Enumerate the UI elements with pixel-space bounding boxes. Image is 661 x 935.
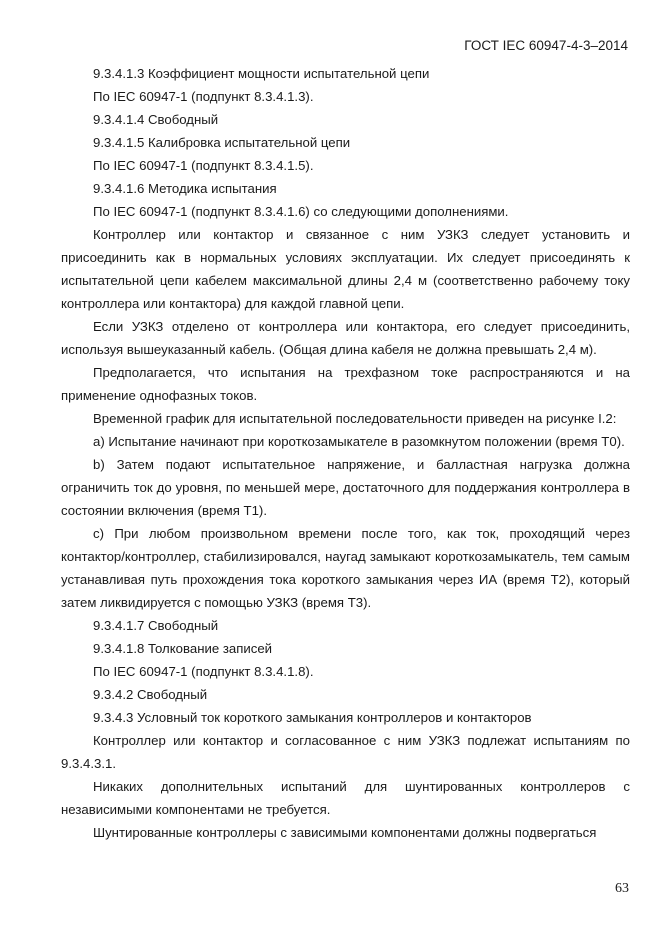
paragraph: b) Затем подают испытательное напряжение, и балластная нагрузка должна ограничить ток до уровня, по меньшей мере, достаточного для поддержания контроллера в состоянии включения (время Т1). [61, 457, 630, 518]
paragraph: 9.3.4.1.6 Методика испытания [93, 181, 277, 196]
paragraph: с) При любом произвольном времени после того, как ток, проходящий через контактор/контроллер, стабилизировался, наугад замыкают короткозамыкатель, тем самым устанавливая путь прохождения тока короткого замыкания через ИА (время Т2), который затем ликвидируется с помощью УЗКЗ (время Т3). [61, 526, 630, 610]
standard-id: ГОСТ IEC 60947-4-3–2014 [464, 38, 628, 53]
paragraph: а) Испытание начинают при короткозамыкателе в разомкнутом положении (время Т0). [93, 434, 625, 449]
paragraph: Контроллер или контактор и согласованное с ним УЗКЗ подлежат испытаниям по 9.3.4.3.1. [61, 733, 630, 771]
paragraph: Контроллер или контактор и связанное с ним УЗКЗ следует установить и присоединить как в нормальных условиях эксплуатации. Их следует присоединять к испытательной цепи кабелем максимальной длины 2,4 м (соответственно рабочему току контроллера или контактора) для каждой главной цепи. [61, 227, 630, 311]
paragraph: 9.3.4.1.3 Коэффициент мощности испытательной цепи [93, 66, 430, 81]
paragraph: Если УЗКЗ отделено от контроллера или контактора, его следует присоединить, используя вышеуказанный кабель. (Общая длина кабеля не должна превышать 2,4 м). [61, 319, 630, 357]
paragraph: По IEC 60947-1 (подпункт 8.3.4.1.5). [93, 158, 314, 173]
paragraph: По IEC 60947-1 (подпункт 8.3.4.1.3). [93, 89, 314, 104]
document-body [61, 62, 630, 844]
document-header [464, 37, 628, 55]
paragraph: Временной график для испытательной последовательности приведен на рисунке I.2: [93, 411, 617, 426]
paragraph: Шунтированные контроллеры с зависимыми компонентами должны подвергаться [93, 825, 597, 840]
paragraph: 9.3.4.1.8 Толкование записей [93, 641, 273, 656]
paragraph: 9.3.4.1.7 Свободный [93, 618, 219, 633]
paragraph: 9.3.4.2 Свободный [93, 687, 208, 702]
paragraph: По IEC 60947-1 (подпункт 8.3.4.1.6) со следующими дополнениями. [93, 204, 509, 219]
paragraph: По IEC 60947-1 (подпункт 8.3.4.1.8). [93, 664, 314, 679]
paragraph: 9.3.4.1.4 Свободный [93, 112, 219, 127]
page-number: 63 [615, 881, 629, 896]
paragraph: 9.3.4.1.5 Калибровка испытательной цепи [93, 135, 351, 150]
paragraph: Предполагается, что испытания на трехфазном токе распространяются и на применение однофазных токов. [61, 365, 630, 403]
paragraph: Никаких дополнительных испытаний для шунтированных контроллеров с независимыми компонентами не требуется. [61, 779, 630, 817]
paragraph: 9.3.4.3 Условный ток короткого замыкания контроллеров и контакторов [93, 710, 532, 725]
